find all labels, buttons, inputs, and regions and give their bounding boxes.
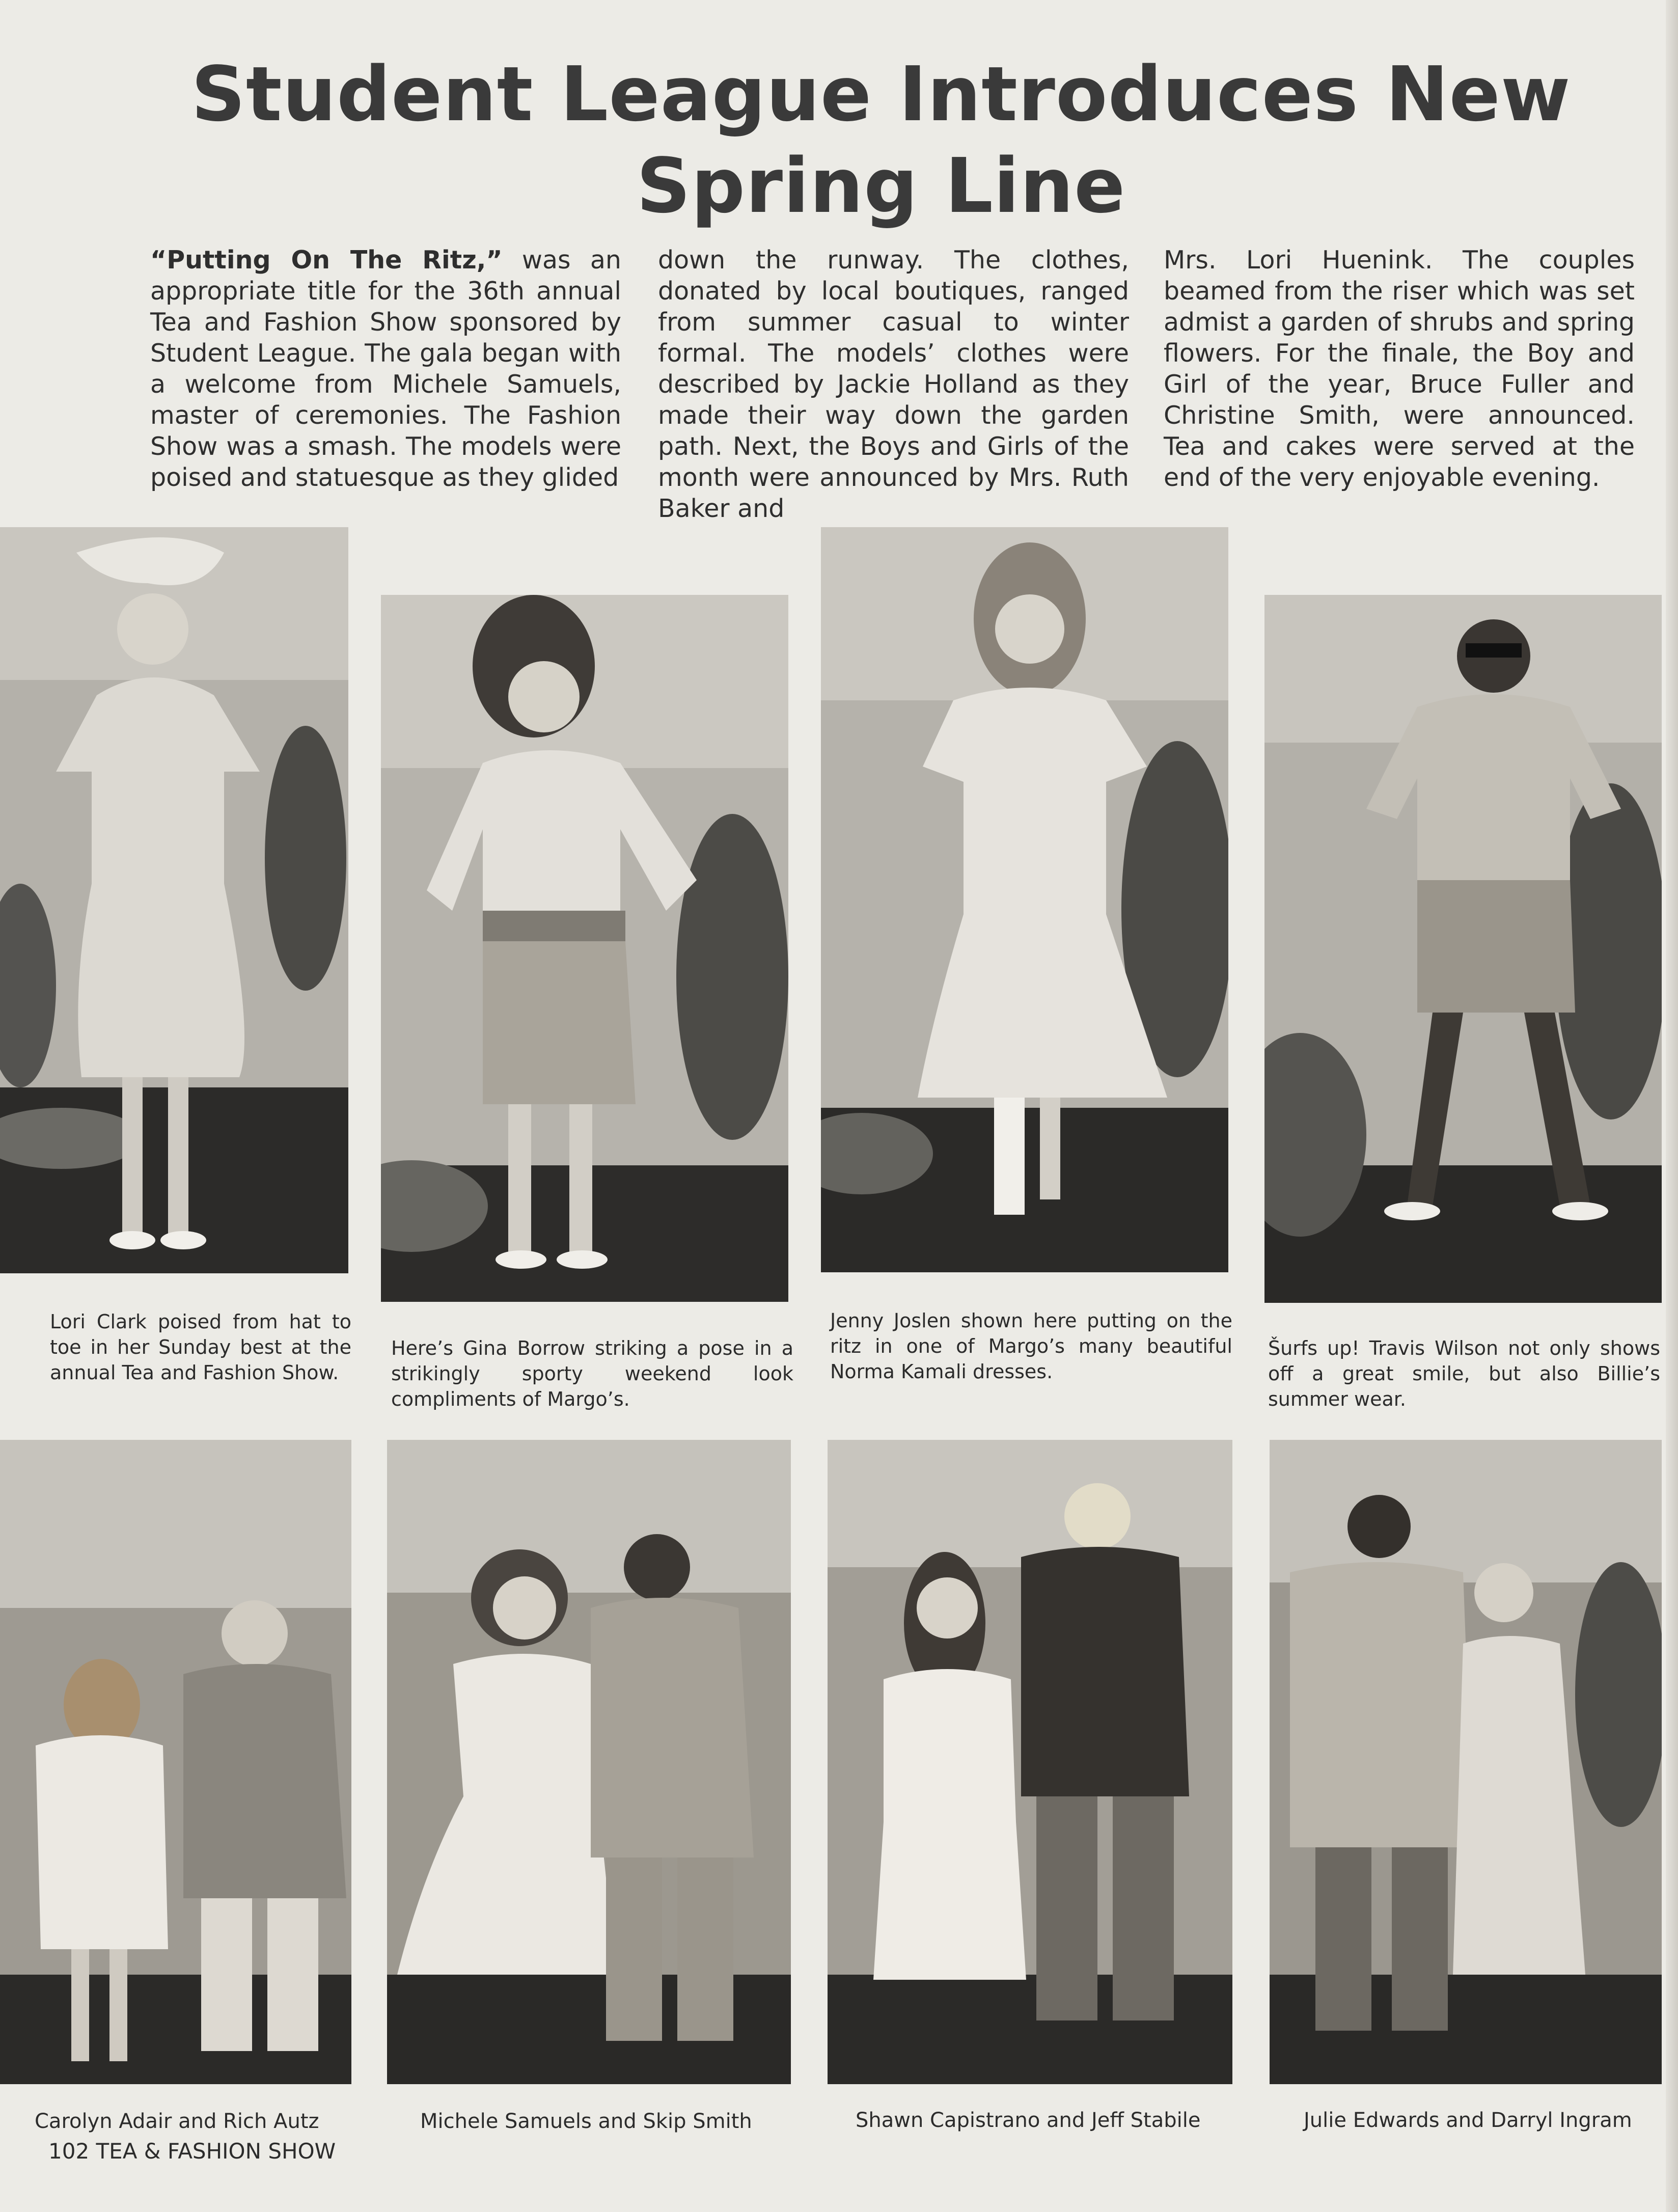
- caption-carolyn-adair-rich-autz: Carolyn Adair and Rich Autz: [35, 2110, 319, 2133]
- fashion-model-photo-graphic: [0, 527, 348, 1273]
- photo-julie-edwards-darryl-ingram: [1270, 1440, 1662, 2084]
- caption-gina-borrow: Here’s Gina Borrow striking a pose in a strikingly sporty weekend look compliments of Margo’s.: [391, 1337, 793, 1410]
- photo-travis-wilson: [1264, 595, 1662, 1303]
- article-lead: “Putting On The Ritz,”: [150, 245, 503, 275]
- fashion-model-photo-graphic: [821, 527, 1228, 1272]
- article-column-1: [150, 244, 621, 493]
- caption-michele-samuels-skip-smith: Michele Samuels and Skip Smith: [420, 2110, 752, 2133]
- article-column-3: Mrs. Lori Huenink. The couples beamed from the riser which was set admist a garden of shrubs and spring flowers. For the finale, the Boy and Girl of the year, Bruce Fuller and Christine Smith, were announced. Tea and cakes were served at the end of the very enjoyable evening.: [1164, 245, 1635, 492]
- photo-jenny-joslen: [821, 527, 1228, 1272]
- photo-lori-clark: [0, 527, 348, 1273]
- page-folio: 102 TEA & FASHION SHOW: [48, 2139, 336, 2164]
- caption-travis-wilson: Šurfs up! Travis Wilson not only shows off a great smile, but also Billie’s summer wear.: [1268, 1337, 1660, 1410]
- caption-shawn-capistrano-jeff-stabile: Shawn Capistrano and Jeff Stabile: [856, 2109, 1201, 2132]
- couple-photo-graphic: [1270, 1440, 1662, 2084]
- couple-photo-graphic: [387, 1440, 791, 2084]
- couple-photo-graphic: [0, 1440, 351, 2084]
- photo-carolyn-adair-rich-autz: [0, 1440, 351, 2084]
- caption-jenny-joslen: Jenny Joslen shown here putting on the ritz in one of Margo’s many beautiful Norma Kamali dresses.: [830, 1309, 1232, 1383]
- caption-julie-edwards-darryl-ingram: Julie Edwards and Darryl Ingram: [1304, 2109, 1632, 2132]
- caption-lori-clark: Lori Clark poised from hat to toe in her Sunday best at the annual Tea and Fashion Show.: [50, 1310, 351, 1384]
- photo-shawn-capistrano-jeff-stabile: [828, 1440, 1232, 2084]
- fashion-model-photo-graphic: [1264, 595, 1662, 1303]
- page-headline: Student League Introduces New Spring Line: [191, 50, 1571, 230]
- fashion-model-photo-graphic: [381, 595, 788, 1302]
- article-column-1-text: was an appropriate title for the 36th annual Tea and Fashion Show sponsored by Student League. The gala began with a welcome from Michele Samuels, master of ceremonies. The Fashion Show was a smash. The models were poised and statuesque as they glided: [150, 245, 621, 492]
- article-column-2: down the runway. The clothes, donated by local boutiques, ranged from summer casual to winter formal. The models’ clothes were described by Jackie Holland as they made their way down the garden path. Next, the Boys and Girls of the month were announced by Mrs. Ruth Baker and: [658, 245, 1129, 523]
- couple-photo-graphic: [828, 1440, 1232, 2084]
- page-binding-edge: [1666, 0, 1678, 2212]
- photo-michele-samuels-skip-smith: [387, 1440, 791, 2084]
- photo-gina-borrow: [381, 595, 788, 1302]
